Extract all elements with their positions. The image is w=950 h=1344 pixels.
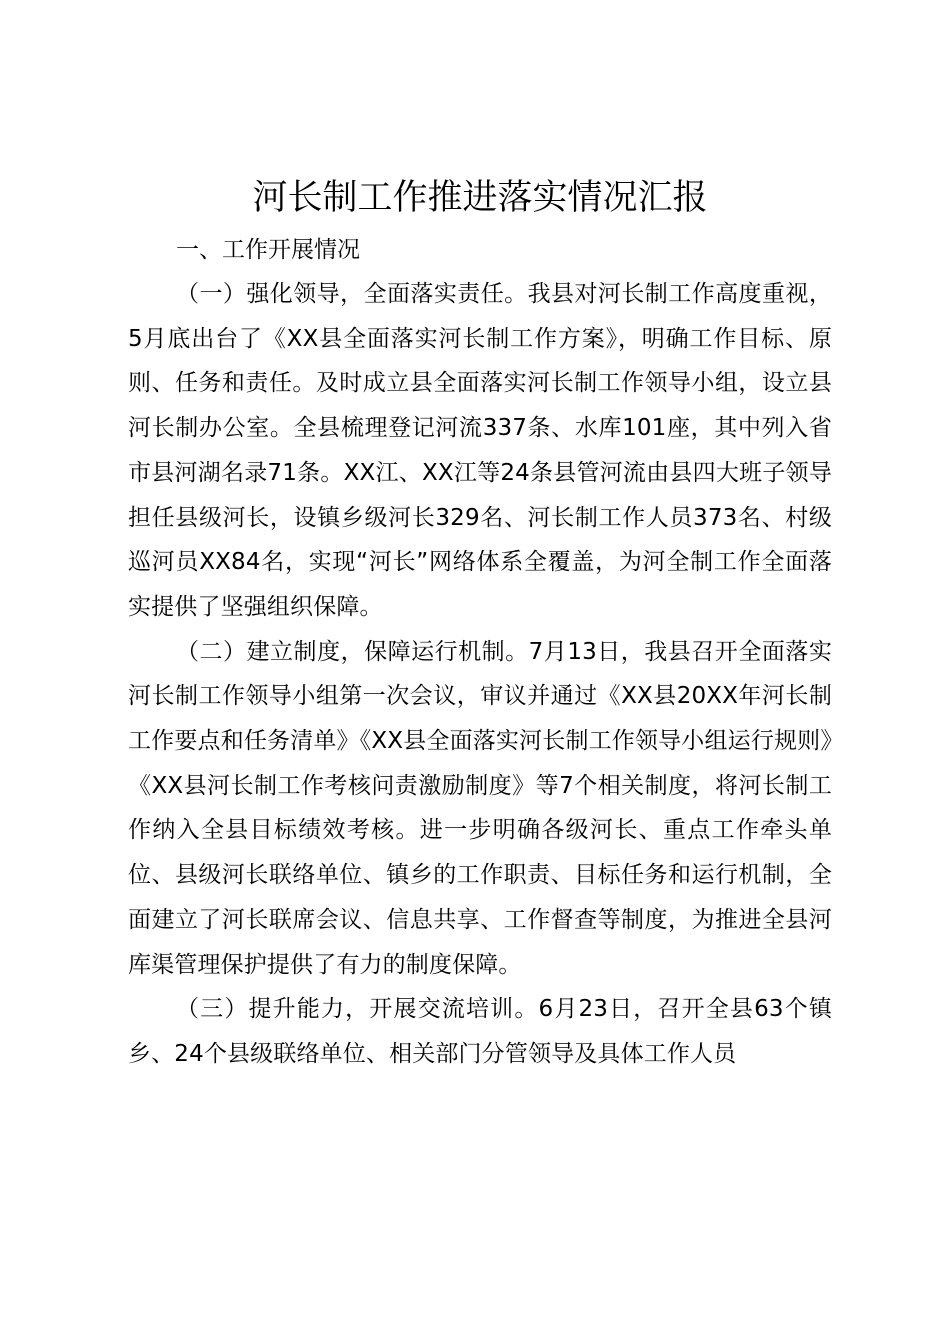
section-heading: 一、工作开展情况 <box>176 237 360 263</box>
paragraph-3: （三）提升能力，开展交流培训。6月23日，召开全县63个镇乡、24个县级联络单位、相关部门分管领导及具体工作人员 <box>128 996 832 1067</box>
paragraph-2: （二）建立制度，保障运行机制。7月13日，我县召开全面落实河长制工作领导小组第一次会议，审议并通过《XX县20XX年河长制工作要点和任务清单》《XX县全面落实河长制工作领导小组运行规则》《XX县河长制工作考核问责激励制度》等7个相关制度，将河长制工作纳入全县目标绩效考核。进一步明确各级河长、重点工作牵头单位、县级河长联络单位、镇乡的工作职责、目标任务和运行机制，全面建立了河长联席会议、信息共享、工作督查等制度，为推进全县河库渠管理保护提供了有力的制度保障。 <box>128 638 832 978</box>
document-title: 河长制工作推进落实情况汇报 <box>252 178 708 218</box>
document-page <box>128 170 832 1077</box>
paragraph-1: （一）强化领导，全面落实责任。我县对河长制工作高度重视，5月底出台了《XX县全面落实河长制工作方案》，明确工作目标、原则、任务和责任。及时成立县全面落实河长制工作领导小组，设立县河长制办公室。全县梳理登记河流337条、水库101座，其中列入省市县河湖名录71条。XX江、XX江等24条县管河流由县四大班子领导担任县级河长，设镇乡级河长329名、河长制工作人员373名、村级巡河员XX84名，实现“河长”网络体系全覆盖，为河全制工作全面落实提供了坚强组织保障。 <box>128 281 832 620</box>
